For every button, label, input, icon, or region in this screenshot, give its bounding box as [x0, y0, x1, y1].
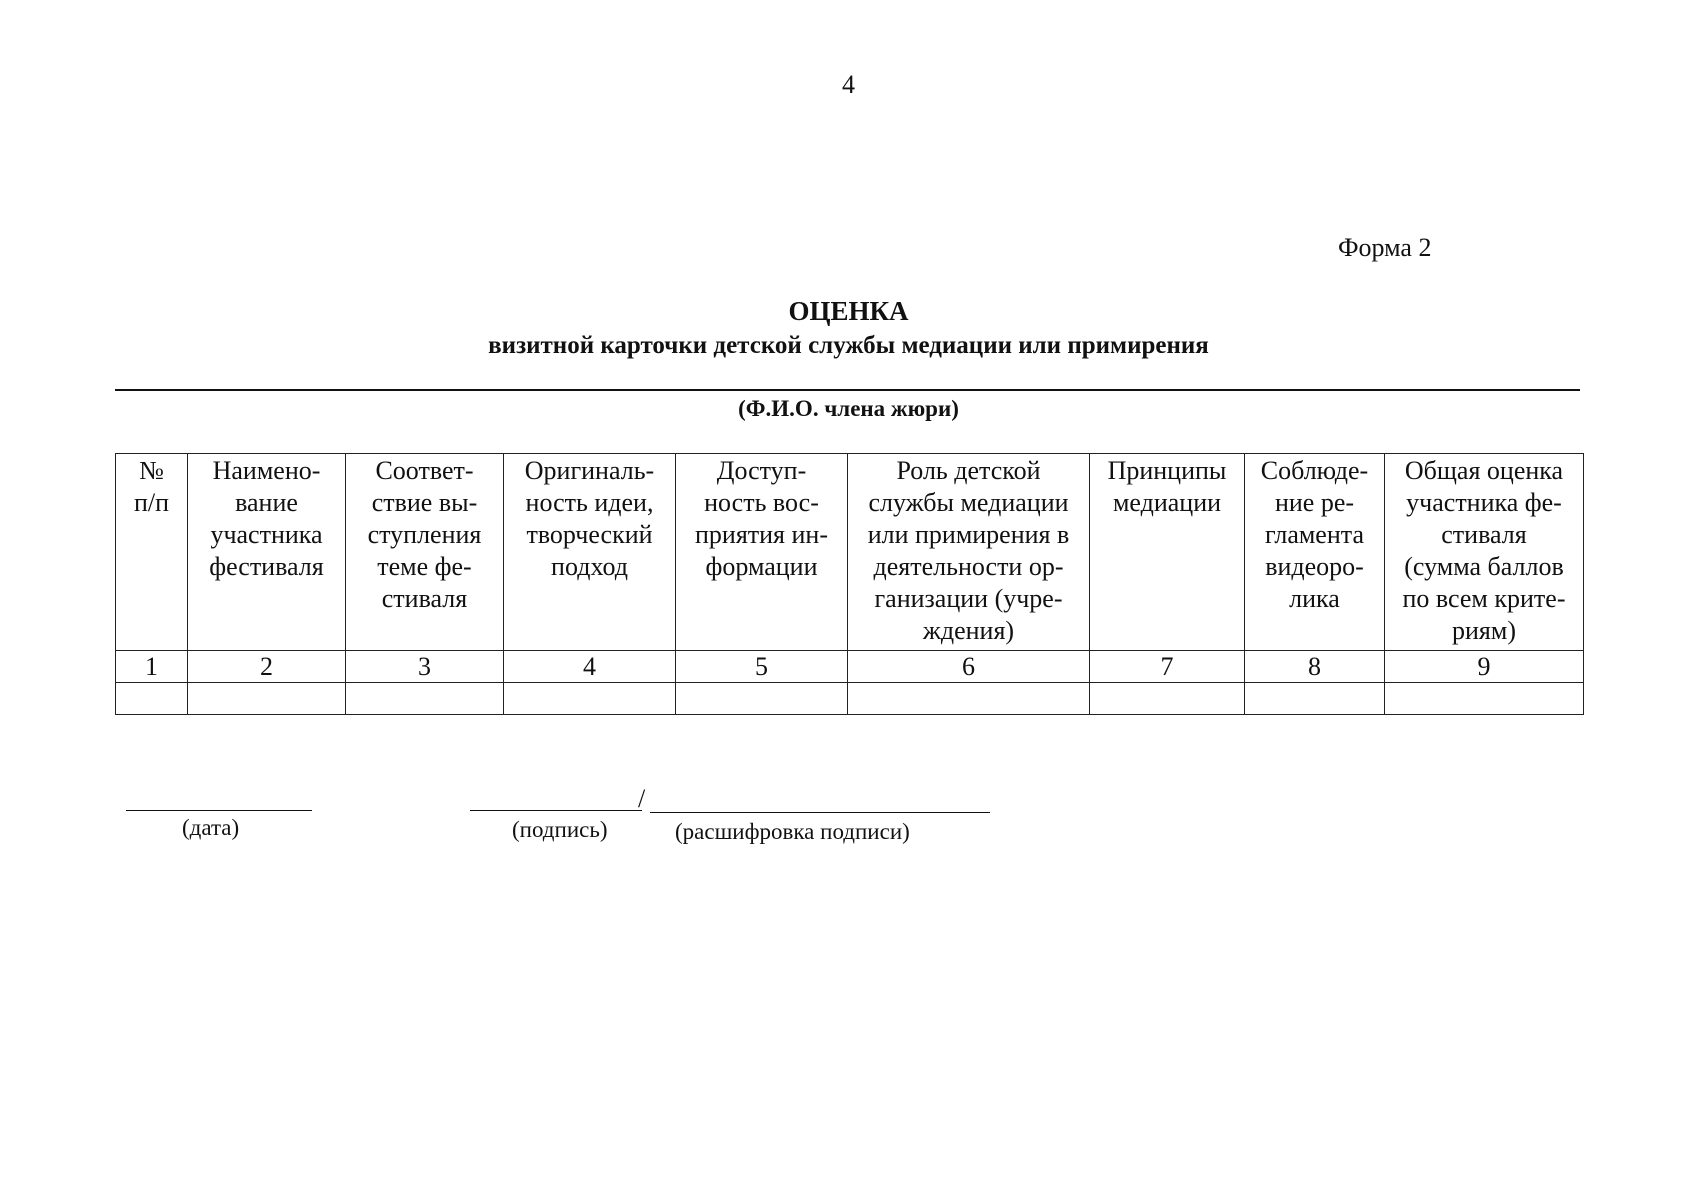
column-number: 5: [676, 651, 848, 683]
table-header-cell: [1385, 454, 1584, 651]
entry-cell[interactable]: [676, 683, 848, 715]
table-header-cell: [1245, 454, 1385, 651]
signature-decoding-caption: (расшифровка подписи): [675, 819, 910, 844]
entry-cell[interactable]: [848, 683, 1090, 715]
header-originality: Оригиналь- ность идеи, творческий подход: [524, 456, 655, 581]
page-number: 4: [842, 70, 855, 99]
entry-cell[interactable]: [504, 683, 676, 715]
header-accessibility: Доступ- ность вос- приятия ин- формации: [694, 456, 828, 581]
table-header-cell: [676, 454, 848, 651]
header-service-role: Роль детской службы медиации или примирения в деятельности ор- ганизации (учре- ждения): [867, 456, 1070, 645]
column-number: 7: [1090, 651, 1245, 683]
table-header-cell: [1090, 454, 1245, 651]
date-caption: (дата): [182, 815, 240, 840]
header-theme-compliance: Соответ- ствие вы- ступления теме фе- стиваля: [367, 456, 482, 613]
entry-cell[interactable]: [188, 683, 346, 715]
table-header-cell: [116, 454, 188, 651]
table-header-row: [116, 454, 1584, 651]
column-number: 2: [188, 651, 346, 683]
form-label: Форма 2: [1338, 233, 1432, 262]
header-mediation-principles: Принципы медиации: [1107, 456, 1227, 517]
empty-entry-row: [116, 683, 1584, 715]
column-number: 9: [1385, 651, 1584, 683]
table-header-cell: [504, 454, 676, 651]
header-total-score: Общая оценка участника фе- стиваля (сумма баллов по всем крите- риям): [1402, 456, 1566, 645]
entry-cell[interactable]: [1385, 683, 1584, 715]
signature-decoding-line[interactable]: [650, 812, 990, 813]
entry-cell[interactable]: [1090, 683, 1245, 715]
column-number: 4: [504, 651, 676, 683]
document-subtitle: визитной карточки детской службы медиации или примирения: [488, 332, 1209, 359]
table-header-cell: [346, 454, 504, 651]
document-title: ОЦЕНКА: [788, 296, 909, 326]
column-number: 1: [116, 651, 188, 683]
header-regulation-compliance: Соблюде- ние ре- гламента видеоро- лика: [1260, 456, 1369, 613]
header-participant-name: Наимено- вание участника фестиваля: [209, 456, 324, 581]
signature-caption: (подпись): [512, 817, 608, 842]
column-number: 3: [346, 651, 504, 683]
header-number: № п/п: [133, 456, 170, 517]
signature-line[interactable]: [470, 810, 642, 811]
column-number-row: [116, 651, 1584, 683]
table-header-cell: [848, 454, 1090, 651]
evaluation-table: [115, 453, 1584, 715]
table-header-cell: [188, 454, 346, 651]
entry-cell[interactable]: [116, 683, 188, 715]
jury-name-caption: (Ф.И.О. члена жюри): [738, 396, 959, 421]
entry-cell[interactable]: [1245, 683, 1385, 715]
jury-name-line: [115, 389, 1580, 391]
column-number: 6: [848, 651, 1090, 683]
entry-cell[interactable]: [346, 683, 504, 715]
column-number: 8: [1245, 651, 1385, 683]
signature-separator: /: [638, 784, 646, 813]
date-line[interactable]: [126, 810, 312, 811]
